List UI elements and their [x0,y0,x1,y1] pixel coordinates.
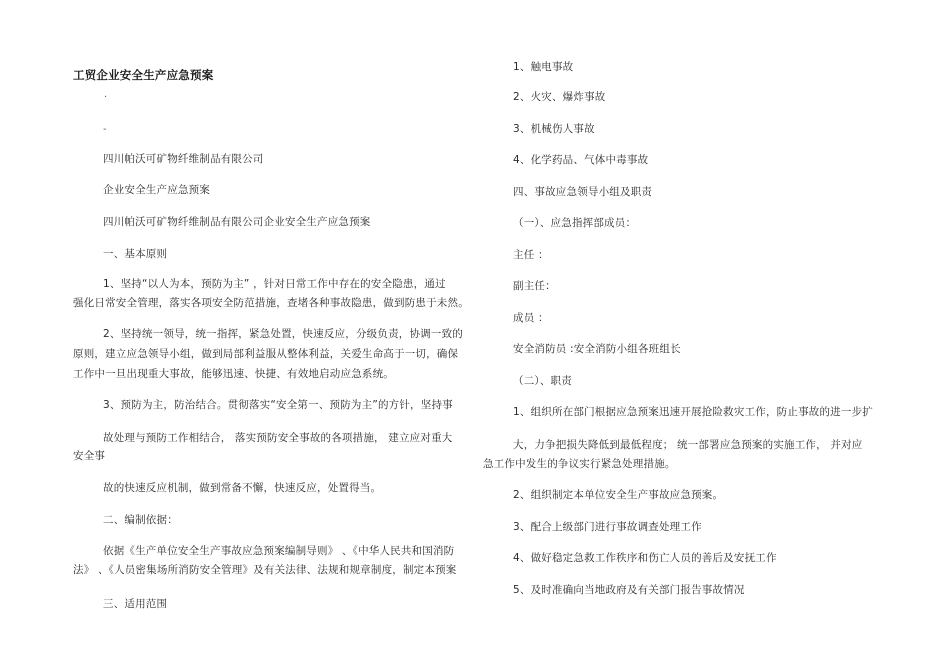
paragraph-line: 1、坚持“以人为本，预防为主” ，针对日常工作中存在的安全隐患，通过 [103,278,446,290]
subsection-heading-duties: （二）、职责 [513,375,572,387]
duty-item: 4、做好稳定急救工作秩序和伤亡人员的善后及安抚工作 [513,552,777,564]
paragraph-line: 强化日常安全管理，落实各项安全防范措施，查堵各种事故隐患，做到防患于未然。 [73,297,469,309]
list-item: 2、火灾、爆炸事故 [513,91,606,103]
paragraph-line: 安全事 [73,450,106,462]
paragraph-line: 原则，建立应急领导小组，做到局部利益服从整体利益，关爱生命高于一切，确保 [73,348,459,360]
duty-item: 2、组织制定本单位安全生产事故应急预案。 [513,489,724,501]
dot-mark: · [104,92,108,103]
paragraph-line: 大，力争把损失降低到最低程度； 统一部署应急预案的实施工作， 并对应 [513,439,863,451]
section-heading-basis: 二、编制依据： [103,514,178,526]
list-item: 4、化学药品、气体中毒事故 [513,154,649,166]
doc-name: 企业安全生产应急预案 [103,184,210,196]
section-heading-scope: 三、适用范围 [103,598,168,610]
paragraph-line: 法》 、《人员密集场所消防安全管理》及有关法律、法规和规章制度，制定本预案 [73,564,457,576]
dash-mark: - [103,124,107,135]
members-label: 成员 ： [513,312,549,324]
paragraph-line: 急工作中发生的争议实行紧急处理措施。 [483,458,676,470]
subsection-heading-members: （一）、应急指挥部成员： [513,217,637,229]
list-item: 1、触电事故 [513,61,574,73]
list-item: 3、机械伤人事故 [513,123,595,135]
section-heading-principles: 一、基本原则 [103,248,168,260]
paragraph-line: 工作中一旦出现重大事故，能够迅速、快捷、有效地启动应急系统。 [73,368,394,380]
paragraph-line: 故的快速反应机制，做到常备不懈，快速反应，处置得当。 [103,482,382,494]
director-label: 主任 ： [513,249,549,261]
duty-item: 5、及时准确向当地政府及有关部门报告事故情况 [513,584,745,596]
paragraph-line: 3、预防为主，防治结合。贯彻落实“安全第一、预防为主”的方针，坚持事 [103,399,453,411]
paragraph-line: 2、坚持统一领导，统一指挥，紧急处置，快速反应，分级负责，协调一致的 [103,328,463,340]
deputy-director-label: 副主任： [513,280,556,292]
company-name: 四川帕沃可矿物纤维制品有限公司 [103,153,264,165]
fire-safety-staff: 安全消防员 :安全消防小组各班组长 [513,343,681,355]
section-heading-leadership: 四、事故应急领导小组及职责 [513,186,653,198]
paragraph-line: 依据《生产单位安全生产事故应急预案编制导则》 、《中华人民共和国消防 [103,545,455,557]
paragraph-line: 1、组织所在部门根据应急预案迅速开展抢险救灾工作，防止事故的进一步扩 [513,406,873,418]
paragraph-line: 故处理与预防工作相结合， 落实预防安全事故的各项措施， 建立应对重大 [103,432,453,444]
duty-item: 3、配合上级部门进行事故调查处理工作 [513,521,702,533]
full-doc-name: 四川帕沃可矿物纤维制品有限公司企业安全生产应急预案 [103,216,371,228]
document-title: 工贸企业安全生产应急预案 [73,68,214,82]
